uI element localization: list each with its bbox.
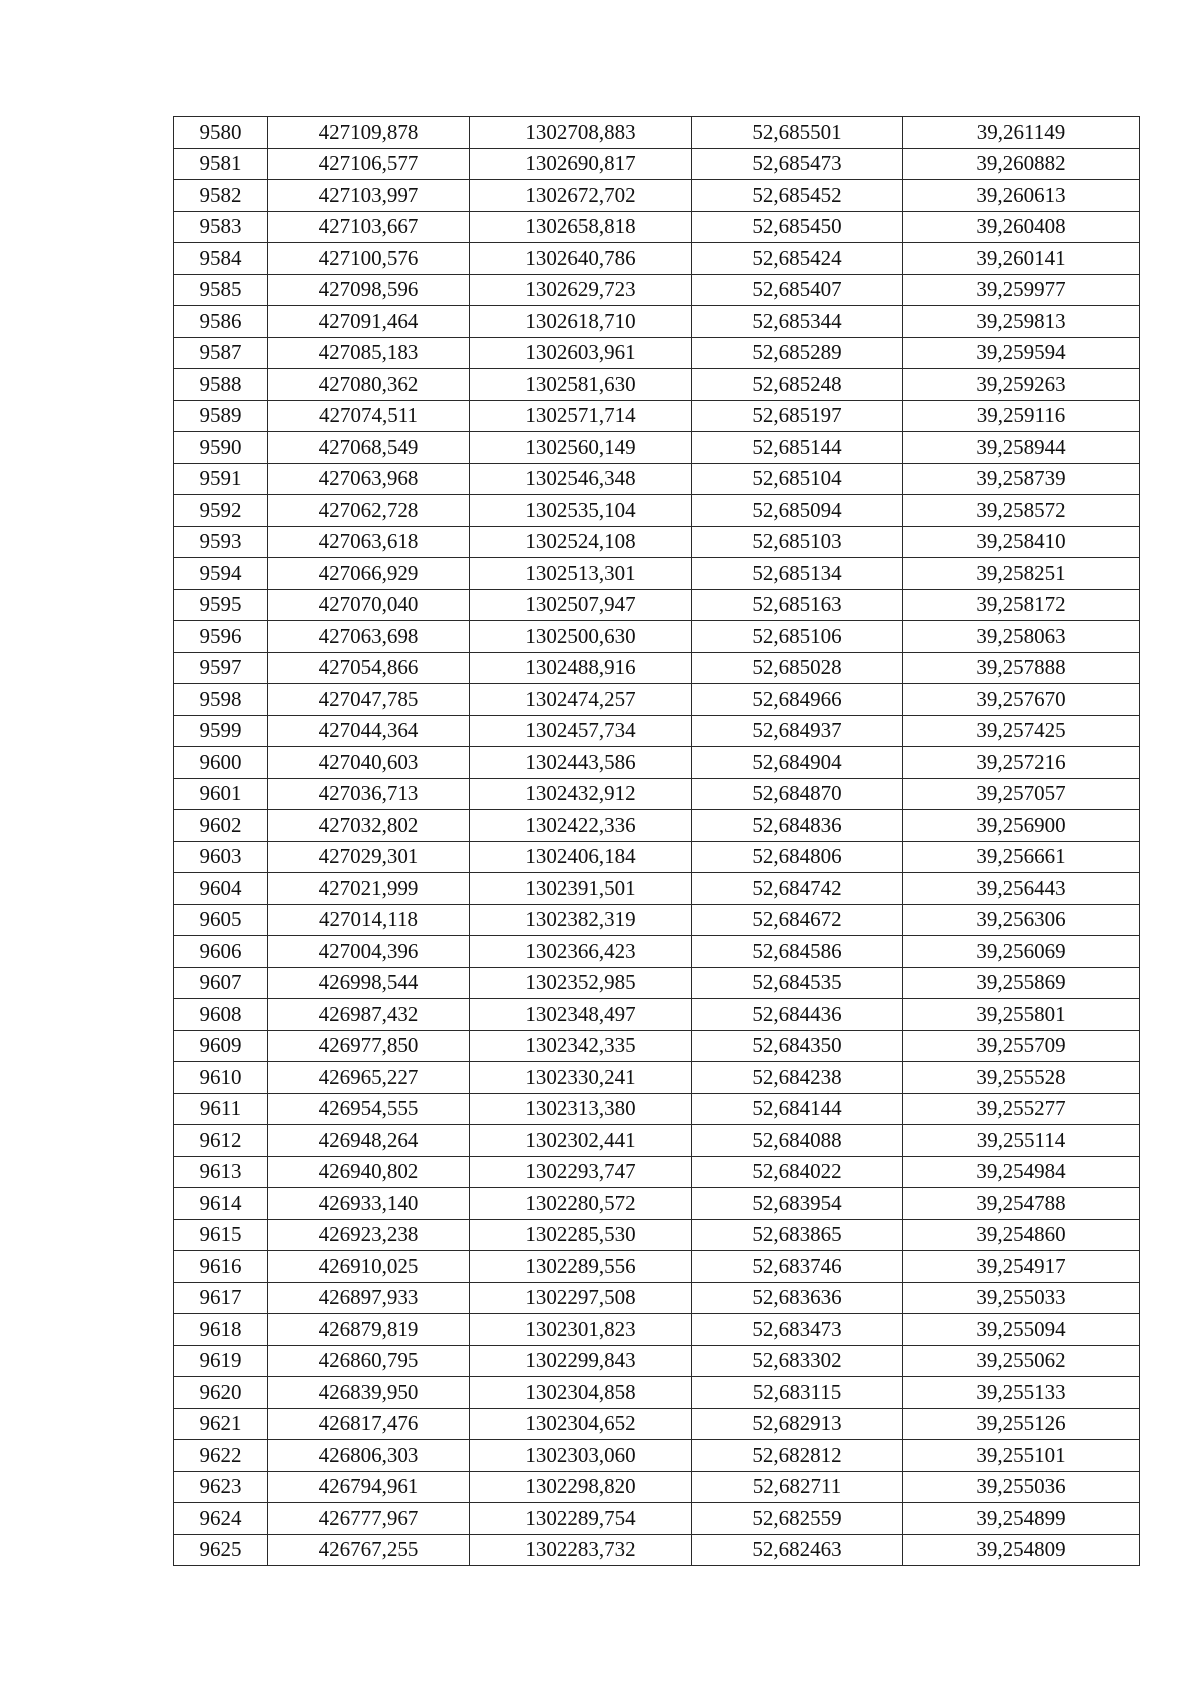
longitude-cell: 39,260408	[903, 211, 1140, 243]
latitude-cell: 52,685094	[692, 495, 903, 527]
point-number-cell: 9625	[174, 1534, 268, 1566]
latitude-cell: 52,684436	[692, 999, 903, 1031]
point-number-cell: 9616	[174, 1251, 268, 1283]
y-coordinate-cell: 1302640,786	[470, 243, 692, 275]
point-number-cell: 9613	[174, 1156, 268, 1188]
x-coordinate-cell: 427080,362	[268, 369, 470, 401]
table-row	[174, 1030, 1140, 1062]
table-row	[174, 1251, 1140, 1283]
y-coordinate-cell: 1302658,818	[470, 211, 692, 243]
x-coordinate-cell: 426954,555	[268, 1093, 470, 1125]
x-coordinate-cell: 426839,950	[268, 1377, 470, 1409]
longitude-cell: 39,256069	[903, 936, 1140, 968]
table-row	[174, 180, 1140, 212]
latitude-cell: 52,682559	[692, 1503, 903, 1535]
table-row	[174, 1093, 1140, 1125]
latitude-cell: 52,685028	[692, 652, 903, 684]
latitude-cell: 52,683302	[692, 1345, 903, 1377]
y-coordinate-cell: 1302285,530	[470, 1219, 692, 1251]
latitude-cell: 52,685344	[692, 306, 903, 338]
table-row	[174, 1062, 1140, 1094]
longitude-cell: 39,255869	[903, 967, 1140, 999]
x-coordinate-cell: 426998,544	[268, 967, 470, 999]
x-coordinate-cell: 427032,802	[268, 810, 470, 842]
point-number-cell: 9595	[174, 589, 268, 621]
table-row	[174, 306, 1140, 338]
longitude-cell: 39,257425	[903, 715, 1140, 747]
table-row	[174, 432, 1140, 464]
x-coordinate-cell: 427063,968	[268, 463, 470, 495]
longitude-cell: 39,258572	[903, 495, 1140, 527]
table-row	[174, 274, 1140, 306]
longitude-cell: 39,255801	[903, 999, 1140, 1031]
table-row	[174, 652, 1140, 684]
x-coordinate-cell: 427085,183	[268, 337, 470, 369]
table-row	[174, 1125, 1140, 1157]
longitude-cell: 39,255094	[903, 1314, 1140, 1346]
table-row	[174, 148, 1140, 180]
longitude-cell: 39,258251	[903, 558, 1140, 590]
x-coordinate-cell: 426897,933	[268, 1282, 470, 1314]
table-row	[174, 1314, 1140, 1346]
point-number-cell: 9597	[174, 652, 268, 684]
point-number-cell: 9593	[174, 526, 268, 558]
table-row	[174, 873, 1140, 905]
x-coordinate-cell: 426948,264	[268, 1125, 470, 1157]
longitude-cell: 39,259594	[903, 337, 1140, 369]
point-number-cell: 9621	[174, 1408, 268, 1440]
x-coordinate-cell: 426794,961	[268, 1471, 470, 1503]
point-number-cell: 9603	[174, 841, 268, 873]
latitude-cell: 52,684586	[692, 936, 903, 968]
latitude-cell: 52,684350	[692, 1030, 903, 1062]
y-coordinate-cell: 1302708,883	[470, 117, 692, 149]
latitude-cell: 52,685452	[692, 180, 903, 212]
table-row	[174, 558, 1140, 590]
point-number-cell: 9601	[174, 778, 268, 810]
latitude-cell: 52,684238	[692, 1062, 903, 1094]
table-row	[174, 999, 1140, 1031]
latitude-cell: 52,684870	[692, 778, 903, 810]
latitude-cell: 52,685103	[692, 526, 903, 558]
latitude-cell: 52,685144	[692, 432, 903, 464]
table-row	[174, 684, 1140, 716]
x-coordinate-cell: 427014,118	[268, 904, 470, 936]
y-coordinate-cell: 1302298,820	[470, 1471, 692, 1503]
longitude-cell: 39,261149	[903, 117, 1140, 149]
point-number-cell: 9581	[174, 148, 268, 180]
latitude-cell: 52,684806	[692, 841, 903, 873]
x-coordinate-cell: 427063,698	[268, 621, 470, 653]
y-coordinate-cell: 1302513,301	[470, 558, 692, 590]
table-row	[174, 1188, 1140, 1220]
y-coordinate-cell: 1302432,912	[470, 778, 692, 810]
point-number-cell: 9600	[174, 747, 268, 779]
table-row	[174, 211, 1140, 243]
point-number-cell: 9588	[174, 369, 268, 401]
table-row	[174, 337, 1140, 369]
x-coordinate-cell: 426987,432	[268, 999, 470, 1031]
latitude-cell: 52,682711	[692, 1471, 903, 1503]
longitude-cell: 39,255709	[903, 1030, 1140, 1062]
point-number-cell: 9582	[174, 180, 268, 212]
y-coordinate-cell: 1302603,961	[470, 337, 692, 369]
table-row	[174, 1377, 1140, 1409]
point-number-cell: 9618	[174, 1314, 268, 1346]
point-number-cell: 9596	[174, 621, 268, 653]
point-number-cell: 9605	[174, 904, 268, 936]
latitude-cell: 52,682913	[692, 1408, 903, 1440]
table-row	[174, 904, 1140, 936]
longitude-cell: 39,258739	[903, 463, 1140, 495]
table-row	[174, 1408, 1140, 1440]
x-coordinate-cell: 427054,866	[268, 652, 470, 684]
point-number-cell: 9624	[174, 1503, 268, 1535]
x-coordinate-cell: 427103,997	[268, 180, 470, 212]
latitude-cell: 52,685104	[692, 463, 903, 495]
point-number-cell: 9619	[174, 1345, 268, 1377]
point-number-cell: 9591	[174, 463, 268, 495]
table-row	[174, 747, 1140, 779]
point-number-cell: 9608	[174, 999, 268, 1031]
latitude-cell: 52,685106	[692, 621, 903, 653]
x-coordinate-cell: 426910,025	[268, 1251, 470, 1283]
table-row	[174, 1503, 1140, 1535]
y-coordinate-cell: 1302474,257	[470, 684, 692, 716]
longitude-cell: 39,259977	[903, 274, 1140, 306]
x-coordinate-cell: 427062,728	[268, 495, 470, 527]
x-coordinate-cell: 427091,464	[268, 306, 470, 338]
longitude-cell: 39,260882	[903, 148, 1140, 180]
latitude-cell: 52,684022	[692, 1156, 903, 1188]
latitude-cell: 52,684672	[692, 904, 903, 936]
point-number-cell: 9585	[174, 274, 268, 306]
y-coordinate-cell: 1302342,335	[470, 1030, 692, 1062]
longitude-cell: 39,259813	[903, 306, 1140, 338]
latitude-cell: 52,683115	[692, 1377, 903, 1409]
x-coordinate-cell: 426977,850	[268, 1030, 470, 1062]
point-number-cell: 9586	[174, 306, 268, 338]
y-coordinate-cell: 1302382,319	[470, 904, 692, 936]
point-number-cell: 9583	[174, 211, 268, 243]
point-number-cell: 9598	[174, 684, 268, 716]
latitude-cell: 52,684937	[692, 715, 903, 747]
y-coordinate-cell: 1302283,732	[470, 1534, 692, 1566]
longitude-cell: 39,254788	[903, 1188, 1140, 1220]
point-number-cell: 9584	[174, 243, 268, 275]
point-number-cell: 9599	[174, 715, 268, 747]
latitude-cell: 52,685407	[692, 274, 903, 306]
longitude-cell: 39,259263	[903, 369, 1140, 401]
x-coordinate-cell: 426965,227	[268, 1062, 470, 1094]
x-coordinate-cell: 427074,511	[268, 400, 470, 432]
table-row	[174, 810, 1140, 842]
y-coordinate-cell: 1302330,241	[470, 1062, 692, 1094]
x-coordinate-cell: 427098,596	[268, 274, 470, 306]
x-coordinate-cell: 427044,364	[268, 715, 470, 747]
longitude-cell: 39,256900	[903, 810, 1140, 842]
y-coordinate-cell: 1302302,441	[470, 1125, 692, 1157]
y-coordinate-cell: 1302352,985	[470, 967, 692, 999]
x-coordinate-cell: 427029,301	[268, 841, 470, 873]
x-coordinate-cell: 426860,795	[268, 1345, 470, 1377]
point-number-cell: 9580	[174, 117, 268, 149]
table-row	[174, 243, 1140, 275]
y-coordinate-cell: 1302488,916	[470, 652, 692, 684]
latitude-cell: 52,683746	[692, 1251, 903, 1283]
latitude-cell: 52,684836	[692, 810, 903, 842]
latitude-cell: 52,684966	[692, 684, 903, 716]
x-coordinate-cell: 427063,618	[268, 526, 470, 558]
table-row	[174, 967, 1140, 999]
latitude-cell: 52,684088	[692, 1125, 903, 1157]
x-coordinate-cell: 426777,967	[268, 1503, 470, 1535]
latitude-cell: 52,685289	[692, 337, 903, 369]
longitude-cell: 39,254809	[903, 1534, 1140, 1566]
latitude-cell: 52,685501	[692, 117, 903, 149]
latitude-cell: 52,685134	[692, 558, 903, 590]
y-coordinate-cell: 1302293,747	[470, 1156, 692, 1188]
x-coordinate-cell: 426923,238	[268, 1219, 470, 1251]
y-coordinate-cell: 1302507,947	[470, 589, 692, 621]
longitude-cell: 39,257216	[903, 747, 1140, 779]
y-coordinate-cell: 1302289,754	[470, 1503, 692, 1535]
y-coordinate-cell: 1302289,556	[470, 1251, 692, 1283]
point-number-cell: 9589	[174, 400, 268, 432]
y-coordinate-cell: 1302391,501	[470, 873, 692, 905]
y-coordinate-cell: 1302535,104	[470, 495, 692, 527]
x-coordinate-cell: 427070,040	[268, 589, 470, 621]
longitude-cell: 39,254984	[903, 1156, 1140, 1188]
x-coordinate-cell: 427106,577	[268, 148, 470, 180]
latitude-cell: 52,683865	[692, 1219, 903, 1251]
table-row	[174, 1282, 1140, 1314]
y-coordinate-cell: 1302524,108	[470, 526, 692, 558]
latitude-cell: 52,685248	[692, 369, 903, 401]
table-row	[174, 589, 1140, 621]
x-coordinate-cell: 427109,878	[268, 117, 470, 149]
point-number-cell: 9614	[174, 1188, 268, 1220]
y-coordinate-cell: 1302366,423	[470, 936, 692, 968]
longitude-cell: 39,254917	[903, 1251, 1140, 1283]
table-row	[174, 369, 1140, 401]
y-coordinate-cell: 1302280,572	[470, 1188, 692, 1220]
longitude-cell: 39,254860	[903, 1219, 1140, 1251]
table-row	[174, 778, 1140, 810]
y-coordinate-cell: 1302629,723	[470, 274, 692, 306]
longitude-cell: 39,258172	[903, 589, 1140, 621]
point-number-cell: 9620	[174, 1377, 268, 1409]
x-coordinate-cell: 426940,802	[268, 1156, 470, 1188]
point-number-cell: 9623	[174, 1471, 268, 1503]
y-coordinate-cell: 1302690,817	[470, 148, 692, 180]
point-number-cell: 9604	[174, 873, 268, 905]
y-coordinate-cell: 1302443,586	[470, 747, 692, 779]
x-coordinate-cell: 427036,713	[268, 778, 470, 810]
table-row	[174, 117, 1140, 149]
point-number-cell: 9607	[174, 967, 268, 999]
latitude-cell: 52,683473	[692, 1314, 903, 1346]
point-number-cell: 9609	[174, 1030, 268, 1062]
point-number-cell: 9622	[174, 1440, 268, 1472]
x-coordinate-cell: 427047,785	[268, 684, 470, 716]
x-coordinate-cell: 427040,603	[268, 747, 470, 779]
longitude-cell: 39,258063	[903, 621, 1140, 653]
point-number-cell: 9606	[174, 936, 268, 968]
y-coordinate-cell: 1302304,652	[470, 1408, 692, 1440]
table-row	[174, 1440, 1140, 1472]
coordinates-table	[173, 116, 1140, 1566]
longitude-cell: 39,255036	[903, 1471, 1140, 1503]
table-row	[174, 1156, 1140, 1188]
table-row	[174, 1471, 1140, 1503]
longitude-cell: 39,254899	[903, 1503, 1140, 1535]
latitude-cell: 52,684904	[692, 747, 903, 779]
y-coordinate-cell: 1302546,348	[470, 463, 692, 495]
longitude-cell: 39,258410	[903, 526, 1140, 558]
longitude-cell: 39,256661	[903, 841, 1140, 873]
table-row	[174, 463, 1140, 495]
table-row	[174, 1219, 1140, 1251]
y-coordinate-cell: 1302304,858	[470, 1377, 692, 1409]
x-coordinate-cell: 427068,549	[268, 432, 470, 464]
y-coordinate-cell: 1302301,823	[470, 1314, 692, 1346]
y-coordinate-cell: 1302299,843	[470, 1345, 692, 1377]
x-coordinate-cell: 427066,929	[268, 558, 470, 590]
point-number-cell: 9610	[174, 1062, 268, 1094]
latitude-cell: 52,685473	[692, 148, 903, 180]
latitude-cell: 52,685163	[692, 589, 903, 621]
longitude-cell: 39,257888	[903, 652, 1140, 684]
latitude-cell: 52,682463	[692, 1534, 903, 1566]
table-row	[174, 936, 1140, 968]
latitude-cell: 52,684535	[692, 967, 903, 999]
y-coordinate-cell: 1302348,497	[470, 999, 692, 1031]
x-coordinate-cell: 426806,303	[268, 1440, 470, 1472]
x-coordinate-cell: 426767,255	[268, 1534, 470, 1566]
y-coordinate-cell: 1302406,184	[470, 841, 692, 873]
longitude-cell: 39,260141	[903, 243, 1140, 275]
latitude-cell: 52,684742	[692, 873, 903, 905]
point-number-cell: 9612	[174, 1125, 268, 1157]
latitude-cell: 52,685450	[692, 211, 903, 243]
point-number-cell: 9590	[174, 432, 268, 464]
coordinates-table-body	[174, 117, 1140, 1566]
point-number-cell: 9587	[174, 337, 268, 369]
latitude-cell: 52,684144	[692, 1093, 903, 1125]
longitude-cell: 39,256306	[903, 904, 1140, 936]
longitude-cell: 39,255114	[903, 1125, 1140, 1157]
y-coordinate-cell: 1302422,336	[470, 810, 692, 842]
x-coordinate-cell: 426817,476	[268, 1408, 470, 1440]
point-number-cell: 9615	[174, 1219, 268, 1251]
x-coordinate-cell: 426933,140	[268, 1188, 470, 1220]
y-coordinate-cell: 1302672,702	[470, 180, 692, 212]
longitude-cell: 39,255062	[903, 1345, 1140, 1377]
table-row	[174, 715, 1140, 747]
table-row	[174, 400, 1140, 432]
longitude-cell: 39,255126	[903, 1408, 1140, 1440]
y-coordinate-cell: 1302303,060	[470, 1440, 692, 1472]
longitude-cell: 39,259116	[903, 400, 1140, 432]
y-coordinate-cell: 1302618,710	[470, 306, 692, 338]
y-coordinate-cell: 1302581,630	[470, 369, 692, 401]
latitude-cell: 52,682812	[692, 1440, 903, 1472]
longitude-cell: 39,260613	[903, 180, 1140, 212]
longitude-cell: 39,255101	[903, 1440, 1140, 1472]
x-coordinate-cell: 426879,819	[268, 1314, 470, 1346]
y-coordinate-cell: 1302457,734	[470, 715, 692, 747]
y-coordinate-cell: 1302313,380	[470, 1093, 692, 1125]
longitude-cell: 39,257670	[903, 684, 1140, 716]
longitude-cell: 39,256443	[903, 873, 1140, 905]
table-row	[174, 526, 1140, 558]
point-number-cell: 9592	[174, 495, 268, 527]
table-row	[174, 1345, 1140, 1377]
y-coordinate-cell: 1302500,630	[470, 621, 692, 653]
y-coordinate-cell: 1302560,149	[470, 432, 692, 464]
table-row	[174, 1534, 1140, 1566]
point-number-cell: 9602	[174, 810, 268, 842]
x-coordinate-cell: 427004,396	[268, 936, 470, 968]
table-row	[174, 621, 1140, 653]
x-coordinate-cell: 427103,667	[268, 211, 470, 243]
x-coordinate-cell: 427021,999	[268, 873, 470, 905]
table-row	[174, 841, 1140, 873]
longitude-cell: 39,255277	[903, 1093, 1140, 1125]
latitude-cell: 52,683636	[692, 1282, 903, 1314]
longitude-cell: 39,258944	[903, 432, 1140, 464]
x-coordinate-cell: 427100,576	[268, 243, 470, 275]
latitude-cell: 52,683954	[692, 1188, 903, 1220]
latitude-cell: 52,685424	[692, 243, 903, 275]
y-coordinate-cell: 1302571,714	[470, 400, 692, 432]
longitude-cell: 39,257057	[903, 778, 1140, 810]
table-row	[174, 495, 1140, 527]
latitude-cell: 52,685197	[692, 400, 903, 432]
point-number-cell: 9611	[174, 1093, 268, 1125]
point-number-cell: 9594	[174, 558, 268, 590]
point-number-cell: 9617	[174, 1282, 268, 1314]
longitude-cell: 39,255033	[903, 1282, 1140, 1314]
longitude-cell: 39,255133	[903, 1377, 1140, 1409]
longitude-cell: 39,255528	[903, 1062, 1140, 1094]
y-coordinate-cell: 1302297,508	[470, 1282, 692, 1314]
